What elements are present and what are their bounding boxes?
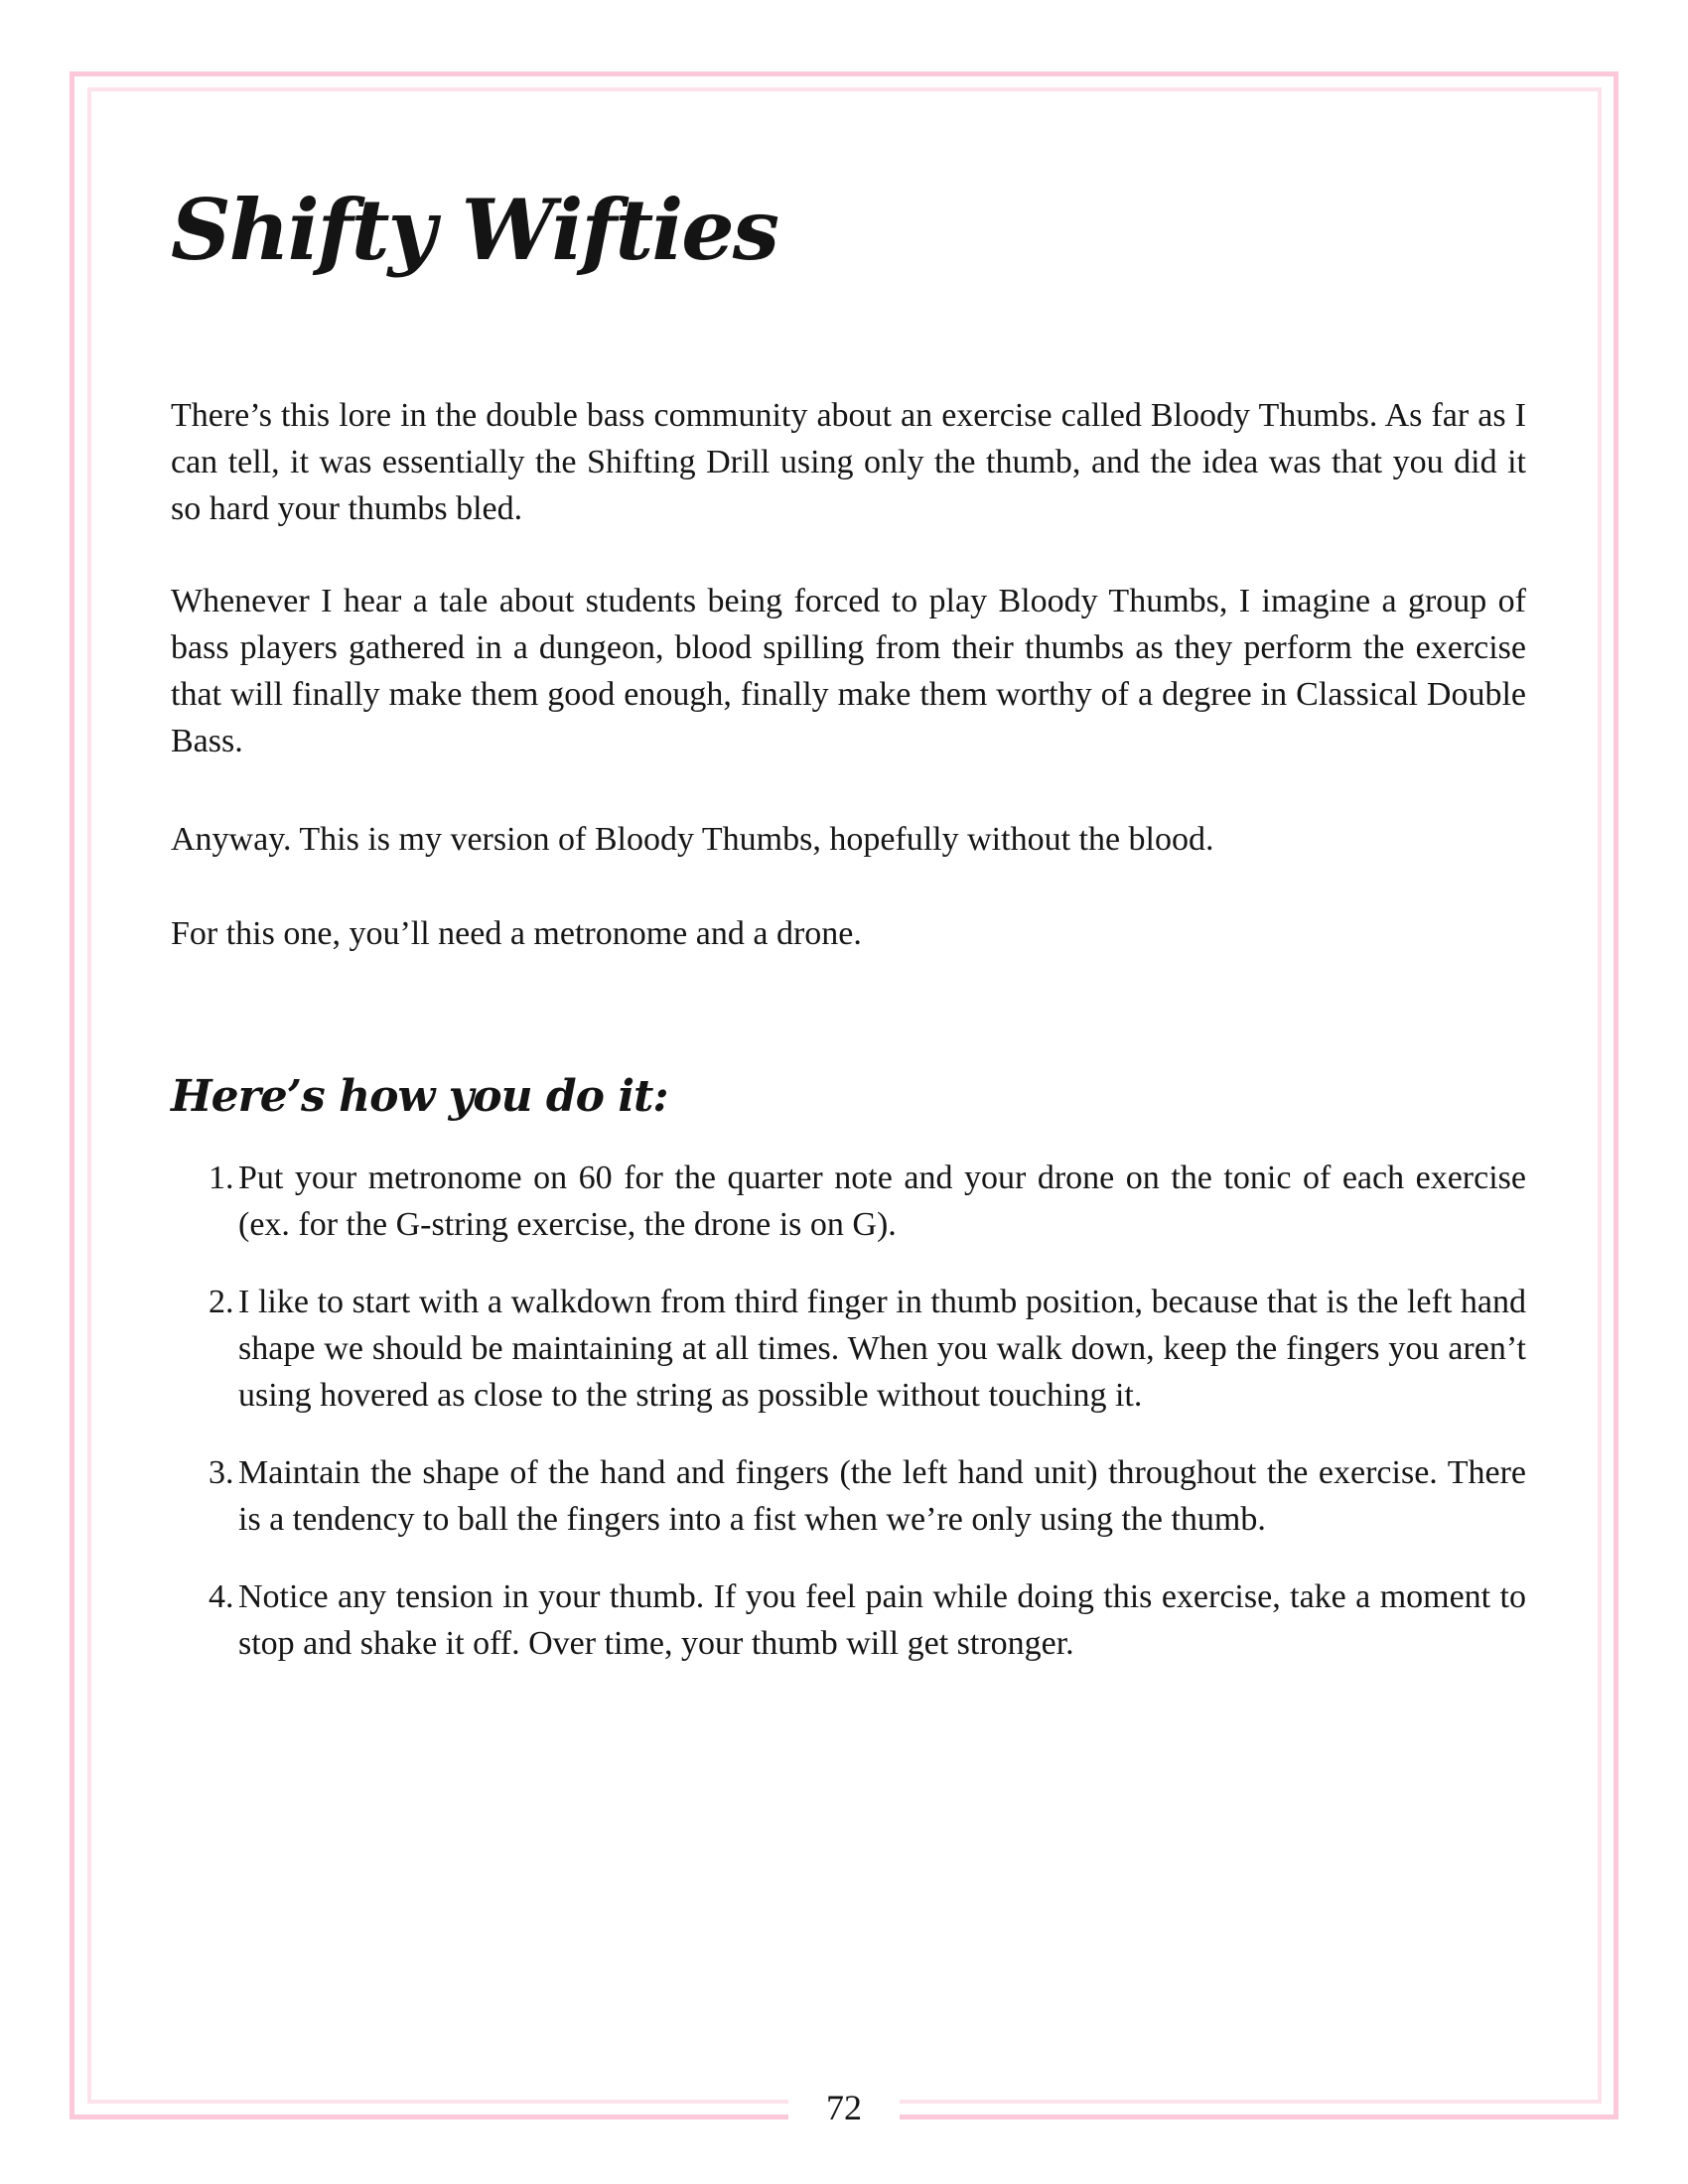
list-item-number: 4. — [209, 1577, 234, 1615]
intro-paragraph-2: Whenever I hear a tale about students being forced to play Bloody Thumbs, I imagine a group of bass players gathered in a dungeon, blood spilling from their thumbs as they perform the exercise that will finally make them good enough, finally make them worthy of a degree in Classical Double Bass. — [171, 582, 1526, 759]
list-item — [171, 1573, 1526, 1667]
list-item — [171, 1155, 1526, 1248]
page-content — [171, 0, 1526, 1667]
list-item-text: I like to start with a walkdown from third finger in thumb position, because that is the left hand shape we should be maintaining at all times. When you walk down, keep the fingers you aren’t using hovered as close to the string as possible without touching it. — [238, 1283, 1526, 1414]
list-item — [171, 1279, 1526, 1419]
page-title: Shifty Wifties — [171, 181, 777, 279]
list-item — [171, 1449, 1526, 1543]
intro-paragraph-3: Anyway. This is my version of Bloody Thumbs, hopefully without the blood. — [171, 820, 1214, 858]
steps-list — [171, 1155, 1526, 1667]
list-item-number: 3. — [209, 1453, 234, 1491]
page-number: 72 — [788, 2088, 900, 2127]
intro-paragraph-4: For this one, you’ll need a metronome and a drone. — [171, 914, 862, 952]
list-item-number: 2. — [209, 1283, 234, 1320]
footer — [0, 2088, 1688, 2127]
intro-paragraph-1: There’s this lore in the double bass community about an exercise called Bloody Thumbs. As far as I can tell, it was essentially the Shifting Drill using only the thumb, and the idea was that you did it so hard your thumbs bled. — [171, 396, 1526, 527]
list-item-text: Put your metronome on 60 for the quarter note and your drone on the tonic of each exercise (ex. for the G-string exercise, the drone is on G). — [238, 1159, 1526, 1243]
list-item-number: 1. — [209, 1159, 234, 1196]
list-item-text: Maintain the shape of the hand and fingers (the left hand unit) throughout the exercise. There is a tendency to ball the fingers into a fist when we’re only using the thumb. — [238, 1453, 1526, 1538]
list-item-text: Notice any tension in your thumb. If you feel pain while doing this exercise, take a moment to stop and shake it off. Over time, your thumb will get stronger. — [238, 1577, 1526, 1662]
section-heading: Here’s how you do it: — [171, 1070, 668, 1122]
